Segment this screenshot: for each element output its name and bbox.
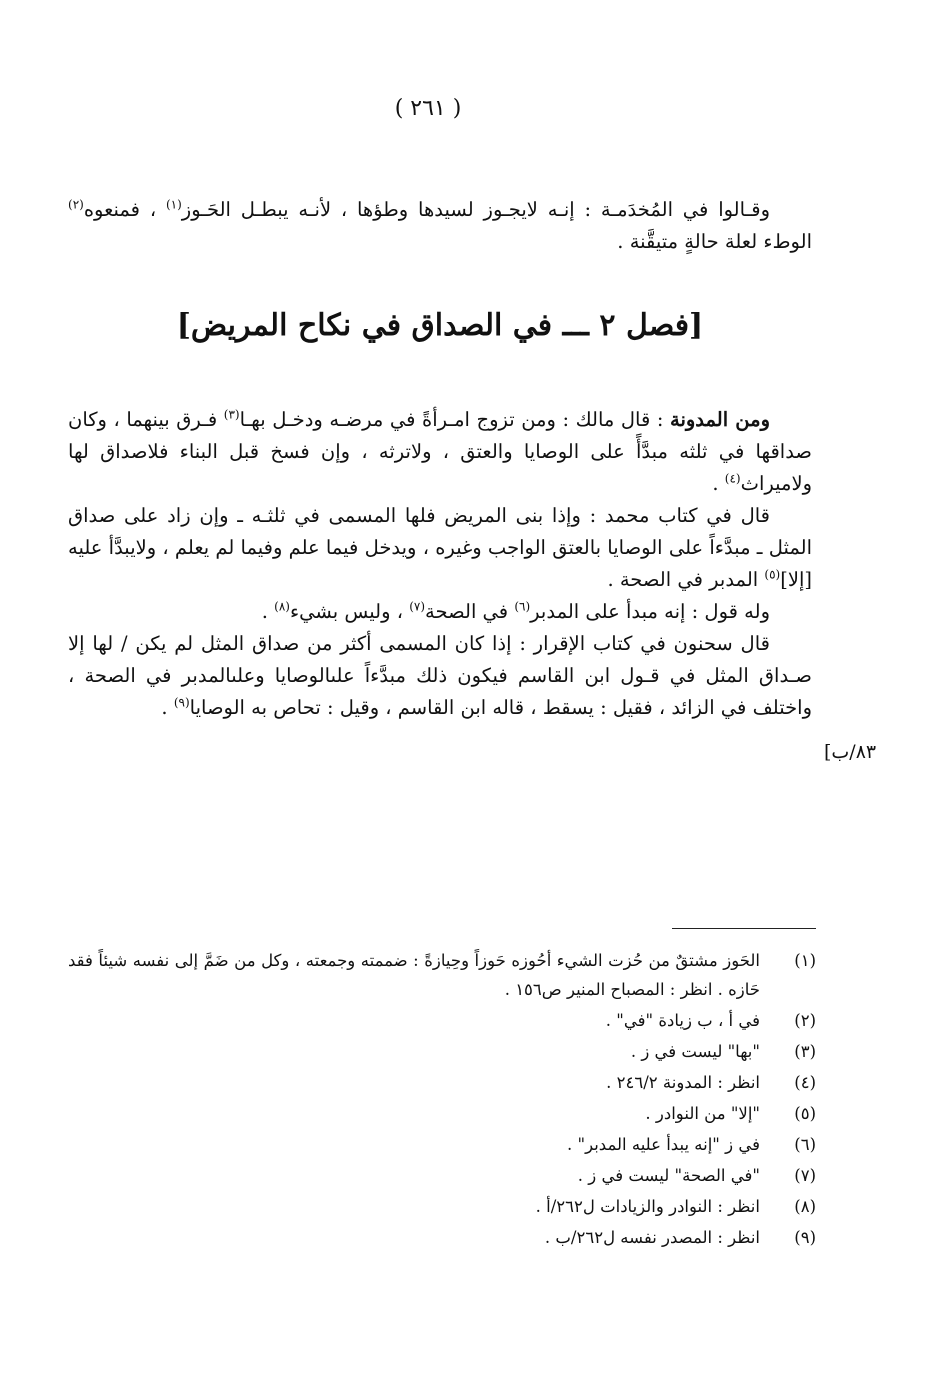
- footnote-text: انظر : المصدر نفسه ل٢٦٢/ب .: [544, 1228, 760, 1247]
- footnote-number: (٩): [794, 1228, 816, 1247]
- intro-text-a: وقـالوا في المُخدَمـة : إنـه لايجـوز لسيدها وطؤها ، لأنـه يبطـل الحَـوز: [181, 198, 771, 221]
- footnote-separator: [672, 928, 816, 929]
- paragraph-2: [68, 500, 812, 596]
- manuscript-folio-marker: [٨٣/ب: [824, 741, 877, 763]
- paragraph-2-text-b: المدبر في الصحة .: [607, 568, 759, 591]
- footnote-3: [68, 1037, 816, 1066]
- paragraph-3: [68, 596, 812, 628]
- footnote-ref-2[interactable]: (٢): [68, 197, 84, 212]
- intro-text-c: الوطء لعلة حالةٍ متيقَّنة .: [617, 230, 812, 253]
- paragraph-2-text-a: قال في كتاب محمد : وإذا بنى المريض فلها المسمى في ثلثـه ـ وإن زاد على صداق المثل ـ مبدَّءاً على الوصايا بالعتق الواجب وغيره ، ويدخل فيما علم وفيما لم يعلم ، ولايبدَّأ عليه [إلا]: [68, 504, 812, 591]
- paragraph-4-text-a: قال سحنون في كتاب الإقرار : إذا كان المسمى أكثر من صداق المثل لم يكن / لها إلا صـداق المثل في قـول ابن القاسم فيكون ذلك مبدَّءاً علىالوصايا وعلىالمدبر في الصحة ، واختلف في الزائد ، فقيل : يسقط ، قاله ابن القاسم ، وقيل : تحاص به الوصايا: [68, 632, 812, 719]
- footnote-4: [68, 1068, 816, 1097]
- footnote-text: "في الصحة" ليست في ز .: [577, 1166, 760, 1185]
- footnote-ref-7[interactable]: (٧): [409, 599, 426, 614]
- intro-text-b: ، فمنعوه: [83, 198, 157, 221]
- footnote-number: (٥): [794, 1104, 816, 1123]
- footnote-ref-6[interactable]: (٦): [514, 599, 531, 614]
- footnote-text: في أ ، ب زيادة "في" .: [605, 1011, 760, 1030]
- footnote-ref-9[interactable]: (٩): [173, 695, 190, 710]
- paragraph-4: [68, 628, 812, 724]
- footnote-number: (٤): [794, 1073, 816, 1092]
- paragraph-1-text-c: .: [712, 472, 719, 495]
- paragraph-1-text-b: فـرق بينهما ، وكان صداقها في ثلثه مبدَّأً على الوصايا والعتق ، ولاترثه ، وإن فسخ قبل البناء فلاصداق لها ولاميراث: [68, 408, 812, 495]
- footnote-ref-8[interactable]: (٨): [274, 599, 290, 614]
- footnote-5: [68, 1099, 816, 1128]
- paragraph-3-text-b: في الصحة: [425, 600, 509, 623]
- footnote-9: [68, 1223, 816, 1252]
- footnote-number: (٦): [794, 1135, 816, 1154]
- footnote-7: [68, 1161, 816, 1190]
- paragraph-1: [68, 404, 812, 500]
- footnote-text: "بها" ليست في ز .: [630, 1042, 760, 1061]
- paragraph-1-text-a: : قال مالك : ومن تزوج امـرأةً في مرضـه ودخـل بهـا: [239, 408, 664, 431]
- intro-paragraph: [68, 194, 812, 258]
- footnote-number: (٧): [794, 1166, 816, 1185]
- footnote-number: (٨): [794, 1197, 816, 1216]
- footnote-text: انظر : المدونة ٢٤٦/٢ .: [606, 1073, 760, 1092]
- footnote-ref-1[interactable]: (١): [165, 197, 182, 212]
- paragraph-3-text-c: ، وليس بشيء: [289, 600, 404, 623]
- section-heading: [فصل ٢ ـــ في الصداق في نكاح المريض]: [176, 308, 704, 343]
- footnote-8: [68, 1192, 816, 1221]
- paragraph-3-text-d: .: [261, 600, 268, 623]
- footnote-text: انظر : النوادر والزيادات ل٢٦٢/أ .: [535, 1197, 760, 1216]
- footnote-6: [68, 1130, 816, 1159]
- footnote-number: (١): [794, 951, 816, 970]
- footnote-text: الحَوز مشتقٌ من حُزت الشيء أحُوزه حَوزاً وحِيازةً : ضممته وجمعته ، وكل من ضَمَّ إلى نفسه شيئاً فقد حَازه . انظر : المصباح المنير ص١٥٦ .: [68, 951, 760, 999]
- footnote-number: (٣): [794, 1042, 816, 1061]
- footnotes-list: [68, 946, 816, 1254]
- paragraph-1-lead: ومن المدونة: [669, 408, 770, 431]
- footnote-1: [68, 946, 816, 1004]
- footnote-ref-5[interactable]: (٥): [764, 567, 781, 582]
- intro-text: [68, 194, 812, 258]
- paragraph-3-text-a: وله قول : إنه مبدأ على المدبر: [530, 600, 770, 623]
- section-body: [68, 404, 812, 724]
- page-number: ( ٢٦١ ): [394, 96, 462, 121]
- footnote-2: [68, 1006, 816, 1035]
- footnote-ref-3[interactable]: (٣): [223, 407, 240, 422]
- footnote-text: "إلا" من النوادر .: [645, 1104, 760, 1123]
- footnote-number: (٢): [794, 1011, 816, 1030]
- footnote-text: في ز "إنه يبدأ عليه المدبر" .: [567, 1135, 760, 1154]
- footnote-ref-4[interactable]: (٤): [724, 471, 741, 486]
- paragraph-4-text-b: .: [161, 696, 168, 719]
